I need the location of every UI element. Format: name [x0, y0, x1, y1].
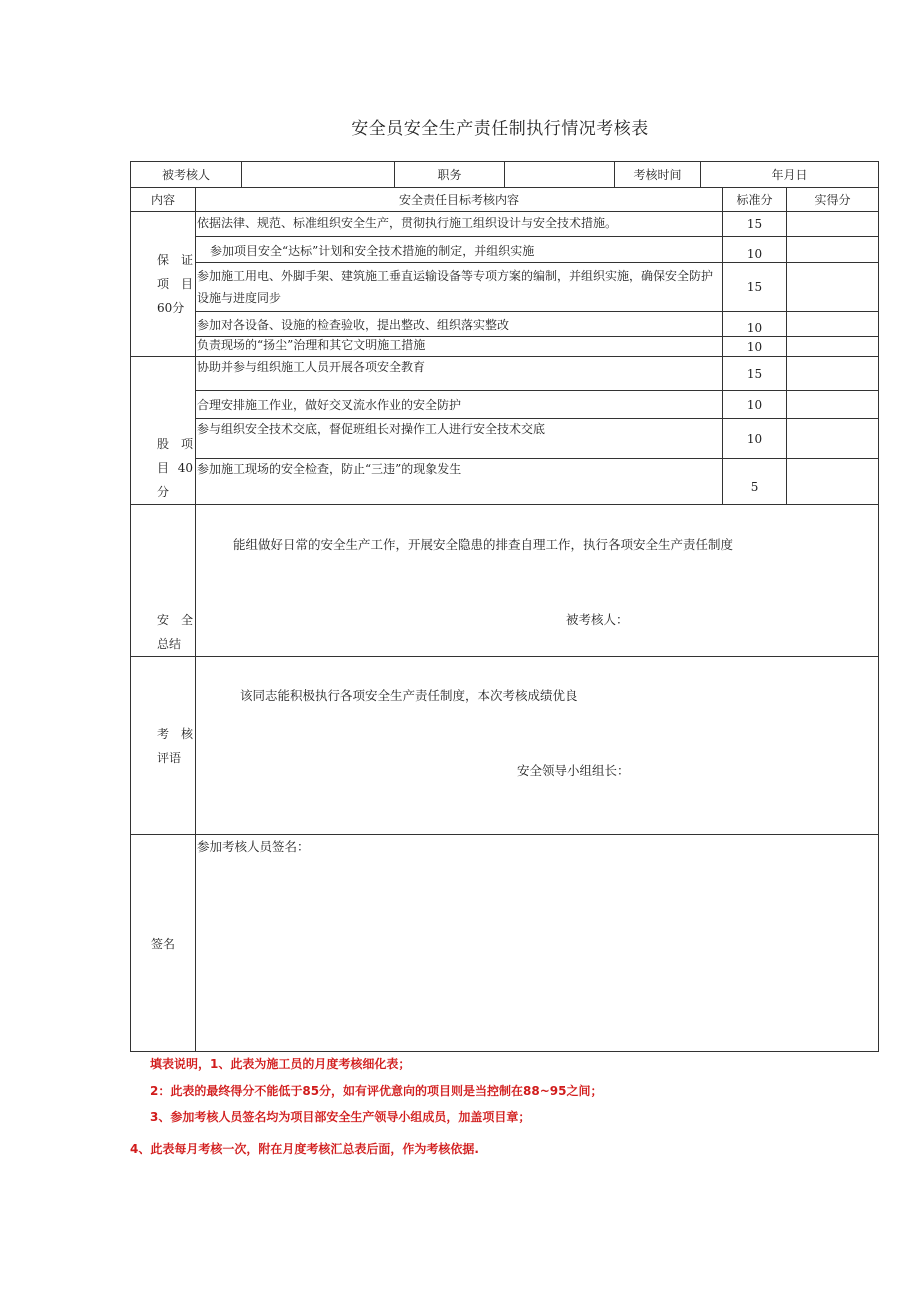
- header-row: [131, 162, 879, 188]
- general-label-1: 股: [157, 437, 170, 451]
- guarantee-score-5: 10: [723, 337, 787, 357]
- guarantee-label-4: 目: [180, 277, 193, 291]
- general-item-4: 参加施工现场的安全检查，防止“三违”的现象发生: [196, 459, 723, 505]
- guarantee-score-3: 15: [723, 263, 787, 312]
- signature-text: 参加考核人员签名：: [197, 839, 310, 854]
- guarantee-item-5: 负责现场的“扬尘”治理和其它文明施工措施: [196, 337, 723, 357]
- guarantee-actual-2[interactable]: [787, 237, 879, 263]
- summary-category: [131, 505, 196, 657]
- position-label: 职务: [395, 162, 505, 188]
- comment-text: 该同志能积极执行各项安全生产责任制度，本次考核成绩优良: [240, 688, 578, 703]
- guarantee-item-4: 参加对各设备、设施的检查验收，提出整改、组织落实整改: [196, 312, 723, 337]
- table-row: [131, 357, 879, 391]
- guarantee-item-1: 依据法律、规范、标准组织安全生产，贯彻执行施工组织设计与安全技术措施。: [196, 212, 723, 237]
- general-category: [131, 357, 196, 505]
- general-score-2: 10: [723, 391, 787, 419]
- note-3: 3、参加考核人员签名均为项目部安全生产领导小组成员，加盖项目章；: [150, 1110, 531, 1124]
- comment-box[interactable]: [196, 657, 879, 835]
- guarantee-item-2: 参加项目安全“达标”计划和安全技术措施的制定，并组织实施: [196, 237, 723, 263]
- general-item-1: 协助并参与组织施工人员开展各项安全教育: [196, 357, 723, 391]
- signature-category: 签名: [131, 835, 196, 1052]
- summary-text: 能组做好日常的安全生产工作，开展安全隐患的排查自理工作，执行各项安全生产责任制度: [233, 537, 734, 552]
- guarantee-score-4: 10: [723, 312, 787, 337]
- comment-row: [131, 657, 879, 835]
- assessee-field[interactable]: [242, 162, 395, 188]
- standard-header: 标准分: [723, 188, 787, 212]
- summary-label-1: 安: [157, 613, 170, 627]
- assessment-table: [130, 161, 879, 1052]
- general-score-3: 10: [723, 419, 787, 459]
- guarantee-actual-1[interactable]: [787, 212, 879, 237]
- guarantee-actual-5[interactable]: [787, 337, 879, 357]
- summary-label-2: 全: [180, 613, 193, 627]
- guarantee-label-3: 项: [157, 277, 170, 291]
- guarantee-label-2: 证: [180, 253, 193, 267]
- comment-label-1: 考: [157, 726, 170, 741]
- position-field[interactable]: [505, 162, 615, 188]
- table-row: [131, 419, 879, 459]
- general-actual-1[interactable]: [787, 357, 879, 391]
- general-label-4: 40: [177, 461, 193, 475]
- guarantee-actual-3[interactable]: [787, 263, 879, 312]
- page-title: 安全员安全生产责任制执行情况考核表: [351, 119, 649, 139]
- guarantee-score-1: 15: [723, 212, 787, 237]
- assessee-label: 被考核人: [131, 162, 242, 188]
- general-actual-2[interactable]: [787, 391, 879, 419]
- table-row: [131, 263, 879, 312]
- note-1: 填表说明，1、此表为施工员的月度考核细化表；: [150, 1057, 411, 1071]
- table-row: [131, 459, 879, 505]
- summary-label-3: 总结: [157, 637, 182, 651]
- general-label-3: 目: [157, 461, 170, 475]
- items-header: 安全责任目标考核内容: [196, 188, 723, 212]
- guarantee-category: [131, 212, 196, 357]
- general-score-1: 15: [723, 357, 787, 391]
- note-4: 4、此表每月考核一次，附在月度考核汇总表后面，作为考核依据.: [130, 1142, 479, 1156]
- general-actual-3[interactable]: [787, 419, 879, 459]
- signature-box[interactable]: [196, 835, 879, 1052]
- content-header: 内容: [131, 188, 196, 212]
- general-label-2: 项: [180, 437, 193, 451]
- general-label-5: 分: [157, 485, 170, 499]
- summary-box[interactable]: [196, 505, 879, 657]
- general-actual-4[interactable]: [787, 459, 879, 505]
- comment-label-3: 评语: [157, 750, 182, 765]
- guarantee-actual-4[interactable]: [787, 312, 879, 337]
- summary-row: [131, 505, 879, 657]
- table-row: [131, 212, 879, 237]
- guarantee-score-2: 10: [723, 237, 787, 263]
- guarantee-item-3: 参加施工用电、外脚手架、建筑施工垂直运输设备等专项方案的编制，并组织实施，确保安全防护设施与进度同步: [196, 263, 723, 312]
- general-item-2: 合理安排施工作业，做好交叉流水作业的安全防护: [196, 391, 723, 419]
- note-2: 2：此表的最终得分不能低于85分，如有评优意向的项目则是当控制在88~95之间；: [150, 1084, 603, 1098]
- table-row: [131, 337, 879, 357]
- summary-sign-label: 被考核人：: [566, 612, 629, 627]
- guarantee-label-5: 60分: [157, 301, 185, 315]
- general-score-4: 5: [723, 459, 787, 505]
- column-header-row: [131, 188, 879, 212]
- table-row: [131, 391, 879, 419]
- actual-header: 实得分: [787, 188, 879, 212]
- table-row: [131, 312, 879, 337]
- comment-sign-label: 安全领导小组组长：: [517, 763, 630, 778]
- time-field[interactable]: 年月日: [701, 162, 879, 188]
- guarantee-label-1: 保: [157, 253, 170, 267]
- signature-row: [131, 835, 879, 1052]
- comment-label-2: 核: [180, 726, 193, 741]
- general-item-3: 参与组织安全技术交底，督促班组长对操作工人进行安全技术交底: [196, 419, 723, 459]
- table-row: [131, 237, 879, 263]
- time-label: 考核时间: [615, 162, 701, 188]
- comment-category: [131, 657, 196, 835]
